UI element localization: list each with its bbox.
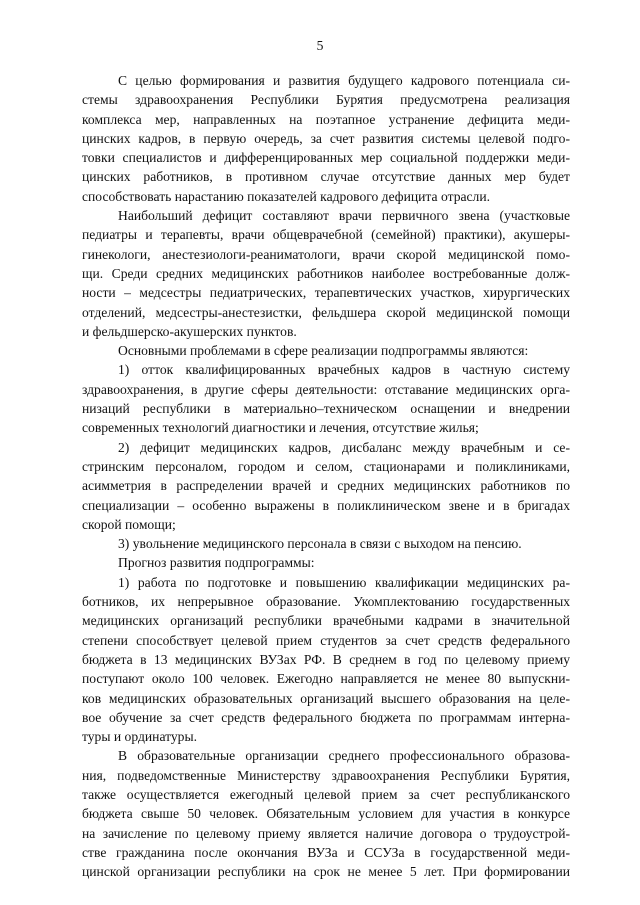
text-line: 1) работа по подготовке и повышению квалификации медицинских ра- xyxy=(118,574,570,590)
text-line: скорой помощи; xyxy=(82,516,176,532)
text-line: ботников, их непрерывное образование. Укомплектованию государственных xyxy=(82,594,570,610)
text-line: поступают около 100 человек. Ежегодно направляется не менее 80 выпускни- xyxy=(82,671,570,687)
text-line: низаций республики в материально–техническом оснащении и внедрении xyxy=(82,401,570,417)
text-line: 1) отток квалифицированных врачебных кадров в частную систему xyxy=(118,362,570,378)
text-line: способствовать нарастанию показателей кадрового дефицита отрасли. xyxy=(82,188,491,204)
text-line: на зачисление по целевому приему является наличие договора о трудоустрой- xyxy=(82,825,570,841)
text-line: щи. Среди средних медицинских работников наиболее востребованные долж- xyxy=(82,265,570,281)
text-line: также осуществляется ежегодный целевой прием за счет республиканского xyxy=(82,786,570,802)
text-line: туры и ординатуры. xyxy=(82,729,198,745)
text-line: медицинских организаций республики врачебными кадрами в значительной xyxy=(82,613,570,629)
text-line: современных технологий диагностики и лечения, отсутствие жилья; xyxy=(82,420,479,436)
text-line: отделений, медсестры-анестезистки, фельдшера скорой медицинской помощи xyxy=(82,304,570,320)
page-number: 5 xyxy=(316,38,324,53)
text-line: В образовательные организации среднего профессионального образова- xyxy=(118,748,570,764)
text-line: ния, подведомственные Министерству здравоохранения Республики Бурятия, xyxy=(82,767,570,783)
body-text xyxy=(82,71,570,881)
text-line: вое обучение за счет средств федерального бюджета по программам интерна- xyxy=(82,709,570,725)
text-line: цинской организации республики на срок не менее 5 лет. При формировании xyxy=(82,864,570,880)
text-line: цинских работников, в противном случае отсутствие данных мер будет xyxy=(82,169,570,185)
text-line: гинекологи, анестезиологи-реаниматологи, врачи скорой медицинской помо- xyxy=(82,246,570,262)
text-line: ности – медсестры педиатрических, терапевтических участков, хирургических xyxy=(82,285,570,301)
text-line: стве гражданина после окончания ВУЗа и ССУЗа в государственной меди- xyxy=(82,844,570,860)
text-line: цинских кадров, в первую очередь, за счет развития системы целевой подго- xyxy=(82,130,570,146)
text-line: бюджета в 13 медицинских ВУЗах РФ. В среднем в год по целевому приему xyxy=(82,651,570,667)
text-line: ков медицинских образовательных организаций высшего образования на целе- xyxy=(82,690,570,706)
text-line: 2) дефицит медицинских кадров, дисбаланс между врачебным и се- xyxy=(118,439,570,455)
text-line: 3) увольнение медицинского персонала в связи с выходом на пенсию. xyxy=(118,536,522,552)
text-line: Основными проблемами в сфере реализации подпрограммы являются: xyxy=(118,343,529,359)
text-line: Прогноз развития подпрограммы: xyxy=(118,555,315,571)
text-line: комплекса мер, направленных на поэтапное устранение дефицита меди- xyxy=(82,111,570,127)
text-line: и фельдшерско-акушерских пунктов. xyxy=(82,323,297,339)
text-line: стринским персоналом, городом и селом, стационарами и поликлиниками, xyxy=(82,458,570,474)
text-line: бюджета свыше 50 человек. Обязательным условием для участия в конкурсе xyxy=(82,806,570,822)
text-line: степени способствует целевой прием студентов за счет средств федерального xyxy=(82,632,570,648)
text-line: педиатры и терапевты, врачи общеврачебной (семейной) практики), акушеры- xyxy=(82,227,570,243)
text-line: специализации – особенно выражены в поликлиническом звене и в бригадах xyxy=(82,497,570,513)
text-line: стемы здравоохранения Республики Бурятия предусмотрена реализация xyxy=(82,92,570,108)
text-line: асимметрия в распределении врачей и средних медицинских работников по xyxy=(82,478,570,494)
text-line: товки специалистов и дифференцированных мер социальной поддержки меди- xyxy=(82,150,570,166)
text-line: С целью формирования и развития будущего кадрового потенциала си- xyxy=(118,73,570,88)
text-line: здравоохранения, в другие сферы деятельности: отставание медицинских орга- xyxy=(82,381,570,397)
text-line: Наибольший дефицит составляют врачи первичного звена (участковые xyxy=(118,208,570,224)
